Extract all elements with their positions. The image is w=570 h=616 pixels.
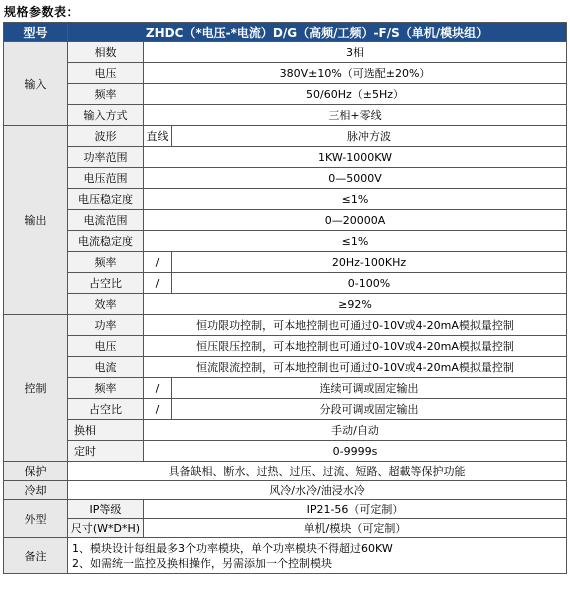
group-output: 输出 xyxy=(4,126,68,315)
row-label: 占空比 xyxy=(68,273,144,294)
row-label: 功率 xyxy=(68,315,144,336)
row-label: 占空比 xyxy=(68,399,144,420)
table-row xyxy=(4,378,567,399)
header-model-value: ZHDC（*电压-*电流）D/G（高频/工频）-F/S（单机/模块组） xyxy=(68,23,567,42)
row-label: 相数 xyxy=(68,42,144,63)
row-value: 1KW-1000KW xyxy=(144,147,567,168)
row-label: 换相 xyxy=(68,420,144,441)
row-label: 频率 xyxy=(68,252,144,273)
table-row xyxy=(4,420,567,441)
row-value: 恒功限功控制，可本地控制也可通过0-10V或4-20mA模拟量控制 xyxy=(144,315,567,336)
remark-line: 2、如需统一监控及换相操作，另需添加一个控制模块 xyxy=(72,556,332,570)
row-value: 脉冲方波 xyxy=(172,126,567,147)
row-label: 电压 xyxy=(68,63,144,84)
group-appearance: 外型 xyxy=(4,500,68,538)
row-value: 0—5000V xyxy=(144,168,567,189)
table-row xyxy=(4,315,567,336)
row-sub: 直线 xyxy=(144,126,172,147)
row-label: 频率 xyxy=(68,84,144,105)
row-sub: / xyxy=(144,252,172,273)
table-row xyxy=(4,168,567,189)
row-value: 恒流限流控制，可本地控制也可通过0-10V或4-20mA模拟量控制 xyxy=(144,357,567,378)
table-row xyxy=(4,500,567,519)
row-value: 分段可调或固定输出 xyxy=(172,399,567,420)
group-input: 输入 xyxy=(4,42,68,126)
row-value: 手动/自动 xyxy=(144,420,567,441)
table-row xyxy=(4,538,567,574)
row-label: 波形 xyxy=(68,126,144,147)
row-label: 电流范围 xyxy=(68,210,144,231)
row-label: 输入方式 xyxy=(68,105,144,126)
row-value: ≤1% xyxy=(144,231,567,252)
table-row xyxy=(4,441,567,462)
table-row xyxy=(4,519,567,538)
table-row xyxy=(4,126,567,147)
row-value: 0—20000A xyxy=(144,210,567,231)
row-value: 0-9999s xyxy=(144,441,567,462)
table-row xyxy=(4,252,567,273)
remark-line: 1、模块设计每组最多3个功率模块，单个功率模块不得超过60KW xyxy=(72,541,393,555)
table-row xyxy=(4,481,567,500)
page-title: 规格参数表： xyxy=(4,5,80,19)
table-row xyxy=(4,189,567,210)
group-protection: 保护 xyxy=(4,462,68,481)
table-row xyxy=(4,84,567,105)
row-value: 三相+零线 xyxy=(144,105,567,126)
row-label: 电压范围 xyxy=(68,168,144,189)
row-label: 电流稳定度 xyxy=(68,231,144,252)
table-row xyxy=(4,147,567,168)
row-value: 风冷/水冷/油浸水冷 xyxy=(68,481,567,500)
table-row xyxy=(4,462,567,481)
row-sub: / xyxy=(144,273,172,294)
row-label: 功率范围 xyxy=(68,147,144,168)
row-value: 单机/模块（可定制） xyxy=(144,519,567,538)
row-sub: / xyxy=(144,378,172,399)
table-row xyxy=(4,336,567,357)
group-control: 控制 xyxy=(4,315,68,462)
table-row xyxy=(4,399,567,420)
row-value: 恒压限压控制，可本地控制也可通过0-10V或4-20mA模拟量控制 xyxy=(144,336,567,357)
table-header-row xyxy=(4,23,567,42)
row-value: 20Hz-100KHz xyxy=(172,252,567,273)
header-model-label: 型号 xyxy=(4,23,68,42)
row-value: 3相 xyxy=(144,42,567,63)
table-row xyxy=(4,231,567,252)
row-value: ≤1% xyxy=(144,189,567,210)
table-row xyxy=(4,273,567,294)
row-value: 0-100% xyxy=(172,273,567,294)
group-remarks: 备注 xyxy=(4,538,68,574)
row-sub: / xyxy=(144,399,172,420)
row-value: ≥92% xyxy=(144,294,567,315)
row-label: 频率 xyxy=(68,378,144,399)
row-value: 50/60Hz（±5Hz） xyxy=(144,84,567,105)
row-label: 定时 xyxy=(68,441,144,462)
row-label: 效率 xyxy=(68,294,144,315)
row-value: 连续可调或固定输出 xyxy=(172,378,567,399)
spec-table xyxy=(3,22,567,574)
row-label: 电压稳定度 xyxy=(68,189,144,210)
row-value: 具备缺相、断水、过热、过压、过流、短路、超載等保护功能 xyxy=(68,462,567,481)
table-row xyxy=(4,63,567,84)
remarks-cell xyxy=(68,538,567,574)
row-label: IP等级 xyxy=(68,500,144,519)
group-cooling: 冷却 xyxy=(4,481,68,500)
row-value: 380V±10%（可选配±20%） xyxy=(144,63,567,84)
row-label: 电压 xyxy=(68,336,144,357)
table-row xyxy=(4,210,567,231)
table-row xyxy=(4,105,567,126)
table-row xyxy=(4,357,567,378)
row-label: 尺寸(W*D*H) xyxy=(68,519,144,538)
row-label: 电流 xyxy=(68,357,144,378)
table-row xyxy=(4,42,567,63)
table-row xyxy=(4,294,567,315)
row-value: IP21-56（可定制） xyxy=(144,500,567,519)
